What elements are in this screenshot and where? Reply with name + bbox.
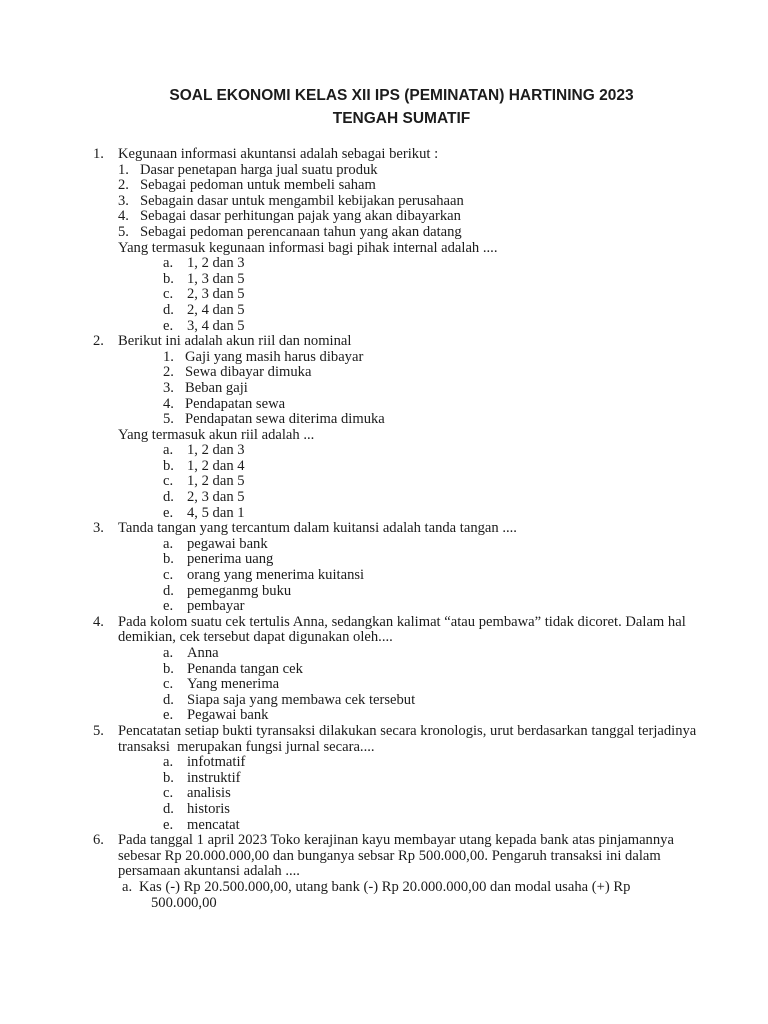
option-item xyxy=(163,506,710,522)
option-letter: c. xyxy=(163,785,174,802)
numbered-item-number: 4. xyxy=(163,395,174,412)
option-text xyxy=(187,303,710,319)
option-text xyxy=(187,708,710,724)
option-letter: e. xyxy=(163,504,174,521)
option-text-line: 3, 4 dan 5 xyxy=(187,317,245,334)
question-item xyxy=(93,833,710,911)
option-item xyxy=(163,552,710,568)
numbered-item xyxy=(163,412,710,428)
numbered-item xyxy=(118,225,710,241)
question-lead-line: sebesar Rp 20.000.000,00 dan bunganya sebsar Rp 500.000,00. Pengaruh transaksi ini dalam xyxy=(118,847,661,864)
question-body xyxy=(118,833,710,911)
option-text xyxy=(187,584,710,600)
option-item xyxy=(163,443,710,459)
option-letter: a. xyxy=(163,255,174,272)
option-text xyxy=(187,646,710,662)
option-letter: b. xyxy=(163,270,174,287)
question-item xyxy=(93,521,710,615)
option-item xyxy=(163,646,710,662)
option-item xyxy=(163,490,710,506)
option-text xyxy=(187,568,710,584)
question-row xyxy=(93,724,710,833)
option-letter: a. xyxy=(163,535,174,552)
option-text xyxy=(139,880,710,911)
question-lead-line: transaksi merupakan fungsi jurnal secara.... xyxy=(118,738,375,755)
question-lead-line: demikian, cek tersebut dapat digunakan oleh.... xyxy=(118,629,393,646)
option-item xyxy=(163,303,710,319)
option-item xyxy=(163,459,710,475)
option-text xyxy=(187,771,710,787)
option-letter: b. xyxy=(163,769,174,786)
exam-title-line2: TENGAH SUMATIF xyxy=(332,110,471,127)
option-text xyxy=(187,474,710,490)
option-letter: a. xyxy=(122,878,133,895)
numbered-item-number: 2. xyxy=(163,364,174,381)
option-text xyxy=(187,677,710,693)
option-item xyxy=(163,786,710,802)
numbered-item-number: 5. xyxy=(163,411,174,428)
question-body xyxy=(118,147,710,334)
numbered-item-number: 5. xyxy=(118,223,129,240)
option-letter: d. xyxy=(163,582,174,599)
option-text-line: pembayar xyxy=(187,598,245,615)
option-item xyxy=(163,272,710,288)
option-text-line: instruktif xyxy=(187,769,241,786)
option-text-line: Pegawai bank xyxy=(187,707,269,724)
option-letter: b. xyxy=(163,551,174,568)
option-text-line: orang yang menerima kuitansi xyxy=(187,567,365,584)
option-letter: e. xyxy=(163,707,174,724)
option-text-line: 1, 2 dan 3 xyxy=(187,255,245,272)
questions-list xyxy=(0,147,768,911)
question-body xyxy=(118,615,710,724)
exam-title xyxy=(0,0,768,130)
question-number: 5. xyxy=(93,722,104,739)
option-item xyxy=(163,287,710,303)
option-text-line: 1, 2 dan 5 xyxy=(187,473,245,490)
numbered-item-number: 4. xyxy=(118,208,129,225)
numbered-item-number: 3. xyxy=(118,192,129,209)
numbered-item-text: Sebagai pedoman untuk membeli saham xyxy=(140,177,376,194)
option-letter: d. xyxy=(163,489,174,506)
question-lead-line: Tanda tangan yang tercantum dalam kuitansi adalah tanda tangan .... xyxy=(118,520,517,537)
question-number: 2. xyxy=(93,333,104,350)
question-lead-line: Berikut ini adalah akun riil dan nominal xyxy=(118,333,352,350)
question-lead-line: Pada kolom suatu cek tertulis Anna, sedangkan kalimat “atau pembawa” tidak dicoret. Dalam hal xyxy=(118,613,686,630)
option-item xyxy=(163,755,710,771)
option-item xyxy=(163,599,710,615)
question-number: 4. xyxy=(93,613,104,630)
option-letter: a. xyxy=(163,645,174,661)
option-item xyxy=(163,818,710,834)
option-text-line: 2, 3 dan 5 xyxy=(187,489,245,506)
option-text xyxy=(187,490,710,506)
numbered-item-text: Pendapatan sewa xyxy=(185,395,286,412)
exam-title-line1: SOAL EKONOMI KELAS XII IPS (PEMINATAN) HARTINING 2023 xyxy=(169,87,634,104)
option-letter: a. xyxy=(163,754,174,771)
option-item xyxy=(163,677,710,693)
option-text-line: Siapa saja yang membawa cek tersebut xyxy=(187,691,416,708)
question-lead-line: persamaan akuntansi adalah .... xyxy=(118,863,300,880)
numbered-item xyxy=(163,397,710,413)
option-text-line: 1, 3 dan 5 xyxy=(187,270,245,287)
option-text xyxy=(187,802,710,818)
option-item xyxy=(122,880,710,911)
numbered-item-text: Sebagain dasar untuk mengambil kebijakan perusahaan xyxy=(140,192,464,209)
option-text-line: 1, 2 dan 4 xyxy=(187,457,245,474)
question-number: 3. xyxy=(93,520,104,537)
option-text xyxy=(187,755,710,771)
numbered-item-number: 2. xyxy=(118,177,129,194)
numbered-item xyxy=(163,365,710,381)
option-item xyxy=(163,568,710,584)
option-letter: d. xyxy=(163,800,174,817)
option-text-line: Yang menerima xyxy=(187,676,280,693)
option-item xyxy=(163,537,710,553)
question-post-line: Yang termasuk kegunaan informasi bagi pihak internal adalah .... xyxy=(118,239,498,256)
option-text-line: 1, 2 dan 3 xyxy=(187,442,245,459)
option-letter: b. xyxy=(163,660,174,677)
option-text-line: mencatat xyxy=(187,816,240,833)
option-text-line: 500.000,00 xyxy=(151,894,217,911)
question-row xyxy=(93,147,710,334)
option-text xyxy=(187,693,710,709)
option-item xyxy=(163,584,710,600)
option-letter: d. xyxy=(163,301,174,318)
option-text xyxy=(187,786,710,802)
option-text xyxy=(187,287,710,303)
option-letter: b. xyxy=(163,457,174,474)
question-row xyxy=(93,615,710,724)
question-number: 1. xyxy=(93,146,104,162)
question-lead-line: Pencatatan setiap bukti tyransaksi dilakukan secara kronologis, urut berdasarkan tanggal terjadinya xyxy=(118,722,697,739)
option-text-line: pemeganmg buku xyxy=(187,582,292,599)
option-text xyxy=(187,506,710,522)
numbered-item-text: Dasar penetapan harga jual suatu produk xyxy=(140,161,378,178)
question-lead-line: Pada tanggal 1 april 2023 Toko kerajinan kayu membayar utang kepada bank atas pinjamannya xyxy=(118,832,674,849)
option-text xyxy=(187,319,710,335)
option-item xyxy=(163,802,710,818)
question-row xyxy=(93,334,710,521)
option-text xyxy=(187,818,710,834)
numbered-item xyxy=(163,350,710,366)
option-letter: c. xyxy=(163,473,174,490)
question-item xyxy=(93,724,710,833)
numbered-item-text: Sebagai pedoman perencanaan tahun yang akan datang xyxy=(140,223,462,240)
option-text xyxy=(187,272,710,288)
option-text-line: Kas (-) Rp 20.500.000,00, utang bank (-) Rp 20.000.000,00 dan modal usaha (+) Rp xyxy=(139,878,631,895)
option-text-line: historis xyxy=(187,800,230,817)
option-text-line: analisis xyxy=(187,785,231,802)
numbered-item-text: Sebagai dasar perhitungan pajak yang akan dibayarkan xyxy=(140,208,461,225)
option-text-line: 4, 5 dan 1 xyxy=(187,504,245,521)
option-text-line: Penanda tangan cek xyxy=(187,660,303,677)
option-item xyxy=(163,708,710,724)
question-body xyxy=(118,334,710,521)
option-text-line: 2, 4 dan 5 xyxy=(187,301,245,318)
numbered-item-text: Beban gaji xyxy=(185,379,248,396)
option-text xyxy=(187,599,710,615)
option-text-line: 2, 3 dan 5 xyxy=(187,286,245,303)
option-letter: c. xyxy=(163,567,174,584)
option-text xyxy=(187,443,710,459)
option-text-line: pegawai bank xyxy=(187,535,268,552)
option-letter: e. xyxy=(163,317,174,334)
option-text-line: Anna xyxy=(187,645,219,661)
question-item xyxy=(93,334,710,521)
question-number: 6. xyxy=(93,832,104,849)
option-letter: c. xyxy=(163,286,174,303)
numbered-item xyxy=(118,194,710,210)
option-letter: a. xyxy=(163,442,174,459)
numbered-item-text: Sewa dibayar dimuka xyxy=(185,364,312,381)
question-lead-line: Kegunaan informasi akuntansi adalah sebagai berikut : xyxy=(118,146,439,162)
option-text xyxy=(187,537,710,553)
option-letter: c. xyxy=(163,676,174,693)
option-letter: d. xyxy=(163,691,174,708)
option-item xyxy=(163,474,710,490)
numbered-item xyxy=(118,163,710,179)
numbered-item-number: 3. xyxy=(163,379,174,396)
option-text xyxy=(187,256,710,272)
numbered-item xyxy=(118,209,710,225)
question-item xyxy=(93,615,710,724)
question-post-line: Yang termasuk akun riil adalah ... xyxy=(118,426,315,443)
numbered-item-text: Gaji yang masih harus dibayar xyxy=(185,348,364,365)
option-letter: e. xyxy=(163,598,174,615)
question-row xyxy=(93,833,710,911)
question-row xyxy=(93,521,710,615)
option-letter: e. xyxy=(163,816,174,833)
question-item xyxy=(93,147,710,334)
option-item xyxy=(163,771,710,787)
option-text xyxy=(187,662,710,678)
option-text xyxy=(187,552,710,568)
numbered-item-number: 1. xyxy=(118,161,129,178)
option-item xyxy=(163,256,710,272)
numbered-item xyxy=(118,178,710,194)
option-text-line: infotmatif xyxy=(187,754,246,771)
option-item xyxy=(163,662,710,678)
option-item xyxy=(163,319,710,335)
numbered-item xyxy=(163,381,710,397)
option-item xyxy=(163,693,710,709)
question-body xyxy=(118,521,710,615)
numbered-item-text: Pendapatan sewa diterima dimuka xyxy=(185,411,385,428)
option-text-line: penerima uang xyxy=(187,551,274,568)
option-text xyxy=(187,459,710,475)
numbered-item-number: 1. xyxy=(163,348,174,365)
question-body xyxy=(118,724,710,833)
